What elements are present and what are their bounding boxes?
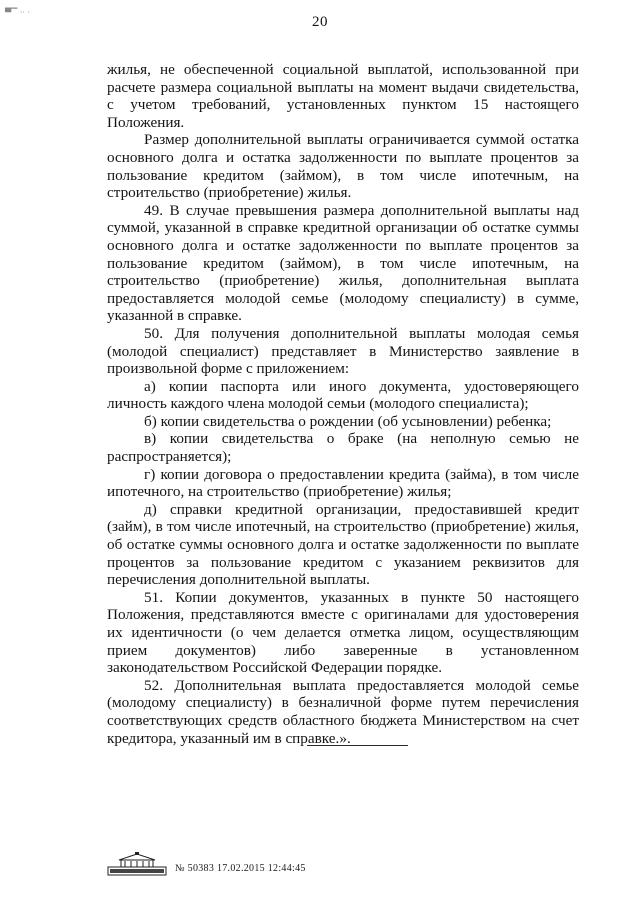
paragraph-continuation: жилья, не обеспеченной социальной выплатой, использованной при расчете размера социальной выплаты на момент выдачи свидетельства, с учетом требований, установленных пунктом 15 настоящего Положения.: [107, 61, 579, 131]
list-item-g: г) копии договора о предоставлении кредита (займа), в том числе ипотечного, на строительство (приобретение) жилья;: [107, 465, 579, 501]
paragraph-clause-50: 50. Для получения дополнительной выплаты молодая семья (молодой специалист) представляет в Министерство заявление в произвольной форме с приложением:: [107, 324, 579, 378]
document-footer: [107, 852, 306, 876]
paragraph-clause-51: 51. Копии документов, указанных в пункте 50 настоящего Положения, представляются вместе с оригиналами для удостоверения их идентичности (о чем делается отметка лицом, осуществляющим прием документов) либо заверенные в установленном законодательством Российской Федерации порядке.: [107, 588, 579, 677]
list-item-d: д) справки кредитной организации, предоставившей кредит (займ), в том числе ипотечный, на строительство (приобретение) жилья, об остатке суммы основного долга и остатке задолженности по выплате процентов за пользование кредитом с указанием реквизитов для перечисления дополнительной выплаты.: [107, 500, 579, 589]
paragraph-additional-payment-limit: Размер дополнительной выплаты ограничивается суммой остатка основного долга и остатка задолженности по выплате процентов за пользование кредитом (займом), в том числе ипотечным, на строительство (приобретение) жилья.: [107, 131, 579, 202]
paragraph-clause-49: 49. В случае превышения размера дополнительной выплаты над суммой, указанной в справке кредитной организации об остатке суммы основного долга и остатке задолженности по выплате процентов за пользование кредитом (займом), в том числе ипотечным, на строительство (приобретение) жилья, дополнительная выплата предоставляется молодой семье (молодому специалисту) в сумме, указанной в справке.: [107, 201, 579, 325]
government-building-emblem-icon: [107, 852, 167, 876]
paragraph-clause-52: 52. Дополнительная выплата предоставляется молодой семье (молодому специалисту) в безналичной форме путем перечисления соответствующих средств областного бюджета Министерством на счет кредитора, указанный им в справке.».: [107, 676, 579, 747]
scan-artifact-top-left: ▀▔ ·· ·: [5, 8, 31, 17]
page-number: 20: [312, 14, 328, 30]
document-registration-id: № 50383 17.02.2015 12:44:45: [175, 863, 306, 874]
document-body: [107, 61, 579, 747]
end-separator-line: [307, 745, 408, 746]
list-item-b: б) копии свидетельства о рождении (об усыновлении) ребенка;: [144, 412, 552, 430]
list-item-v: в) копии свидетельства о браке (на неполную семью не распространяется);: [107, 430, 579, 466]
list-item-a: а) копии паспорта или иного документа, удостоверяющего личность каждого члена молодой семьи (молодого специалиста);: [107, 377, 579, 413]
